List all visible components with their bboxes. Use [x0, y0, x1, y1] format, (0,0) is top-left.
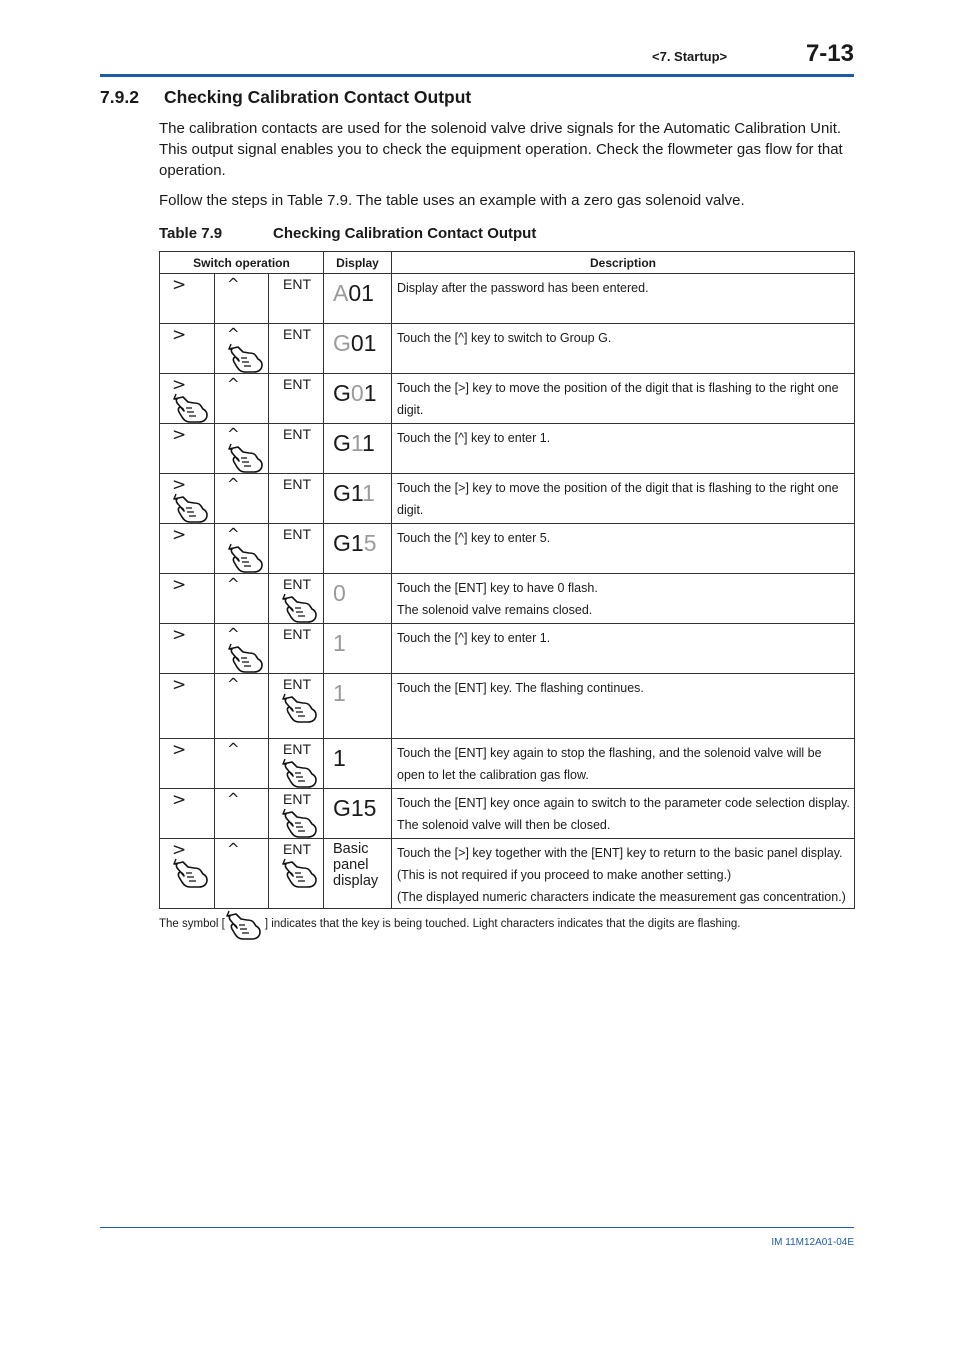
display-value [324, 624, 391, 656]
up-key-label: ^ [227, 325, 240, 343]
right-key-cell [160, 624, 215, 674]
display-value [324, 374, 391, 406]
flashing-digit: G [333, 330, 351, 356]
header-switch-operation: Switch operation [160, 252, 324, 274]
up-key-cell [215, 374, 269, 424]
description-line: Touch the [^] key to switch to Group G. [397, 331, 612, 345]
display-cell [324, 839, 392, 909]
display-value [324, 674, 391, 706]
hand-touch-icon [281, 690, 321, 724]
up-key-cell [215, 674, 269, 739]
right-key-label: > [172, 425, 187, 445]
description-line: The solenoid valve remains closed. [397, 603, 593, 617]
display-digit: 01 [348, 280, 374, 306]
ent-key-cell [269, 324, 324, 374]
header-description: Description [392, 252, 855, 274]
intro-paragraph: The calibration contacts are used for the solenoid valve drive signals for the Automatic Calibration Unit. This output signal enables you to check the equipment operation. Check the flowmeter gas flow for that operation. [159, 120, 843, 179]
ent-key-label: ENT [283, 741, 311, 757]
ent-key-label: ENT [283, 676, 311, 692]
hand-touch-icon [281, 855, 321, 889]
hand-touch-icon [227, 640, 267, 674]
display-cell [324, 374, 392, 424]
up-key-label: ^ [227, 525, 240, 543]
calibration-steps-table [159, 251, 855, 909]
display-value [324, 274, 391, 306]
description-line: Touch the [ENT] key again to stop the flashing, and the solenoid valve will be open to let the calibration gas flow. [397, 746, 822, 782]
up-key-cell [215, 424, 269, 474]
ent-key-cell [269, 474, 324, 524]
display-value [324, 324, 391, 356]
description-line: Touch the [>] key together with the [ENT] key to return to the basic panel display. [397, 846, 843, 860]
table-row [160, 789, 855, 839]
display-digit: G [333, 380, 351, 406]
ent-key-cell [269, 374, 324, 424]
right-key-label: > [172, 840, 187, 860]
ent-key-label: ENT [283, 791, 311, 807]
header-chapter: <7. Startup> [652, 49, 728, 64]
right-key-cell [160, 324, 215, 374]
display-value: Basic panel display [333, 841, 379, 889]
hand-touch-icon [227, 340, 267, 374]
description-line: Touch the [ENT] key once again to switch to the parameter code selection display. [397, 796, 850, 810]
up-key-label: ^ [227, 275, 240, 293]
table-number: Table 7.9 [159, 225, 223, 242]
description-line: Display after the password has been entered. [397, 281, 649, 295]
right-key-cell [160, 424, 215, 474]
table-title: Checking Calibration Contact Output [273, 225, 537, 242]
right-key-label: > [172, 575, 187, 595]
right-key-label: > [172, 740, 187, 760]
hand-touch-icon [225, 907, 265, 939]
right-key-label: > [172, 275, 187, 295]
description-line: (The displayed numeric characters indicate the measurement gas concentration.) [397, 890, 846, 904]
display-value [324, 789, 391, 821]
table-row [160, 624, 855, 674]
section-title [100, 87, 471, 108]
table-row [160, 739, 855, 789]
hand-touch-icon [281, 755, 321, 789]
description-line: Touch the [^] key to enter 1. [397, 431, 551, 445]
hand-touch-icon [281, 590, 321, 624]
description-line: The solenoid valve will then be closed. [397, 818, 611, 832]
description-line: Touch the [ENT] key. The flashing continues. [397, 681, 644, 695]
ent-key-label: ENT [283, 426, 311, 442]
ent-key-cell [269, 674, 324, 739]
display-digit: 1 [363, 380, 377, 406]
hand-touch-icon [227, 540, 267, 574]
right-key-cell [160, 524, 215, 574]
display-cell [324, 789, 392, 839]
ent-key-cell [269, 274, 324, 324]
display-value [324, 424, 391, 456]
flashing-digit: 1 [333, 630, 346, 656]
ent-key-cell [269, 789, 324, 839]
description-line: Touch the [ENT] key to have 0 flash. [397, 581, 598, 595]
display-value [324, 574, 391, 606]
table-row [160, 524, 855, 574]
right-key-label: > [172, 325, 187, 345]
description-cell [392, 274, 855, 324]
right-key-cell [160, 374, 215, 424]
display-cell [324, 574, 392, 624]
right-key-cell [160, 274, 215, 324]
description-line: (This is not required if you proceed to make another setting.) [397, 868, 732, 882]
flashing-digit: 0 [350, 380, 364, 406]
table-row [160, 574, 855, 624]
ent-key-label: ENT [283, 626, 311, 642]
right-key-label: > [172, 375, 187, 395]
right-key-label: > [172, 625, 187, 645]
display-digit: G1 [333, 480, 362, 506]
flashing-digit: 1 [333, 680, 346, 706]
footnote-before: The symbol [ [159, 918, 225, 931]
description-cell [392, 424, 855, 474]
hand-touch-icon [227, 440, 267, 474]
up-key-label: ^ [227, 475, 240, 493]
right-key-label: > [172, 475, 187, 495]
up-key-cell [215, 739, 269, 789]
display-cell [324, 524, 392, 574]
up-key-label: ^ [227, 625, 240, 643]
display-digit: G1 [333, 530, 364, 556]
description-line: Touch the [^] key to enter 1. [397, 631, 551, 645]
up-key-label: ^ [227, 840, 240, 858]
table-row [160, 674, 855, 739]
display-digit: 1 [361, 430, 375, 456]
display-cell [324, 274, 392, 324]
description-cell [392, 324, 855, 374]
description-cell [392, 574, 855, 624]
display-value [324, 474, 391, 506]
up-key-cell [215, 574, 269, 624]
right-key-cell [160, 739, 215, 789]
description-cell [392, 374, 855, 424]
section-heading: Checking Calibration Contact Output [164, 87, 472, 107]
up-key-cell [215, 839, 269, 909]
description-line: Touch the [^] key to enter 5. [397, 531, 551, 545]
up-key-cell [215, 524, 269, 574]
ent-key-label: ENT [283, 841, 311, 857]
document-id: IM 11M12A01-04E [771, 1237, 854, 1248]
up-key-label: ^ [227, 575, 240, 593]
ent-key-cell [269, 624, 324, 674]
table-row [160, 274, 855, 324]
display-cell [324, 424, 392, 474]
display-cell [324, 474, 392, 524]
ent-key-label: ENT [283, 376, 311, 392]
ent-key-cell [269, 524, 324, 574]
right-key-cell [160, 674, 215, 739]
description-line: Touch the [>] key to move the position of the digit that is flashing to the right one digit. [397, 381, 839, 417]
table-caption [159, 225, 536, 242]
hand-touch-icon [172, 490, 212, 524]
display-value [324, 524, 391, 556]
description-cell [392, 474, 855, 524]
up-key-cell [215, 789, 269, 839]
description-cell [392, 674, 855, 739]
table-row [160, 839, 855, 909]
right-key-cell [160, 839, 215, 909]
right-key-cell [160, 474, 215, 524]
ent-key-label: ENT [283, 276, 311, 292]
footnote-after: ] indicates that the key is being touched. Light characters indicates that the digits are flashing. [264, 918, 741, 931]
right-key-label: > [172, 675, 187, 695]
page-number: 7-13 [805, 40, 854, 67]
description-cell [392, 739, 855, 789]
right-key-cell [160, 574, 215, 624]
up-key-cell [215, 624, 269, 674]
ent-key-label: ENT [283, 526, 311, 542]
description-cell [392, 789, 855, 839]
display-cell [324, 624, 392, 674]
description-cell [392, 524, 855, 574]
footnote [159, 917, 740, 931]
hand-touch-icon [172, 855, 212, 889]
up-key-cell [215, 274, 269, 324]
up-key-label: ^ [227, 375, 240, 393]
table-row [160, 424, 855, 474]
display-cell [324, 739, 392, 789]
table-row [160, 374, 855, 424]
header-display: Display [324, 252, 392, 274]
flashing-digit: 1 [361, 480, 375, 506]
display-digit: G [333, 430, 351, 456]
description-cell [392, 624, 855, 674]
display-digit: G15 [333, 795, 377, 821]
display-cell [324, 324, 392, 374]
right-key-label: > [172, 790, 187, 810]
table-row [160, 324, 855, 374]
up-key-cell [215, 474, 269, 524]
ent-key-label: ENT [283, 476, 311, 492]
section-number: 7.9.2 [100, 87, 139, 107]
display-cell [324, 674, 392, 739]
hand-touch-icon [281, 805, 321, 839]
footer-rule [100, 1227, 854, 1228]
steps-paragraph: Follow the steps in Table 7.9. The table uses an example with a zero gas solenoid valve. [159, 192, 745, 209]
flashing-digit: A [333, 280, 349, 306]
flashing-digit: 0 [333, 580, 346, 606]
flashing-digit: 1 [350, 430, 362, 456]
display-digit: 01 [350, 330, 377, 356]
up-key-label: ^ [227, 740, 240, 758]
ent-key-cell [269, 424, 324, 474]
description-cell [392, 839, 855, 909]
ent-key-cell [269, 574, 324, 624]
up-key-label: ^ [227, 425, 240, 443]
header-rule [100, 74, 854, 77]
flashing-digit: 5 [363, 530, 377, 556]
right-key-label: > [172, 525, 187, 545]
up-key-label: ^ [227, 790, 240, 808]
right-key-cell [160, 789, 215, 839]
ent-key-label: ENT [283, 326, 311, 342]
up-key-label: ^ [227, 675, 240, 693]
table-row [160, 474, 855, 524]
display-value [324, 739, 391, 771]
ent-key-cell [269, 839, 324, 909]
description-line: Touch the [>] key to move the position of the digit that is flashing to the right one digit. [397, 481, 839, 517]
display-digit: 1 [333, 745, 346, 771]
ent-key-label: ENT [283, 576, 311, 592]
ent-key-cell [269, 739, 324, 789]
hand-touch-icon [172, 390, 212, 424]
up-key-cell [215, 324, 269, 374]
